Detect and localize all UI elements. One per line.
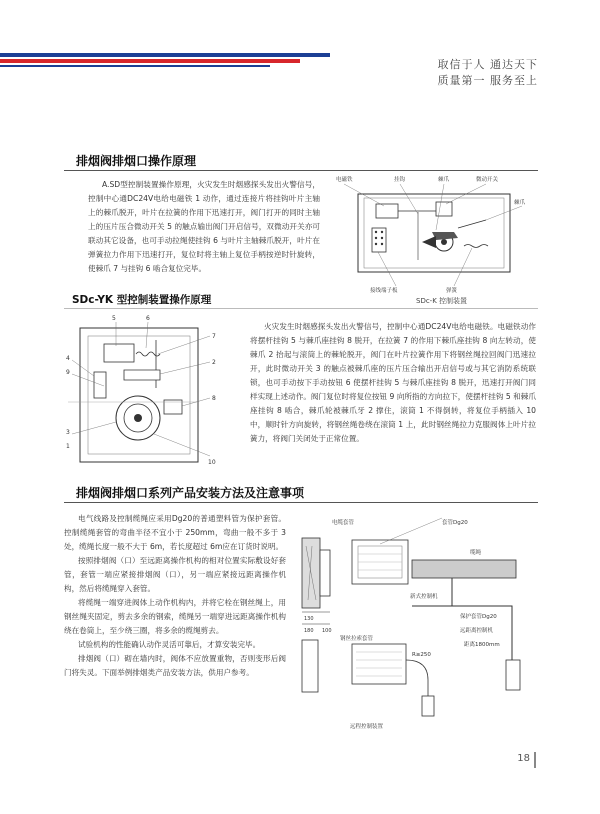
section1-diagram-caption: SDc-K 控制装置 <box>416 297 468 305</box>
header-stripe-red <box>0 59 300 63</box>
header-slogan-line1: 取信于人 通达天下 <box>437 58 538 71</box>
diagram3-label-remote-controller: 远距离控制机 <box>460 628 494 634</box>
diagram3-dim-100: 100 <box>322 628 332 634</box>
diagram3-label-protect-sleeve: 保护套管Dg20 <box>460 614 497 620</box>
section3-diagram <box>292 510 538 750</box>
section3-text-5: 排烟阀（口）砌在墙内时，阀体不应放置重物，否则变形后阀门将失灵。下面举例排烟类产品安装方法，供用户参考。 <box>64 654 286 677</box>
section2-rule <box>64 308 538 309</box>
section1-text: A.SD型控制装置操作原理，火灾发生时烟感探头发出火警信号，控制中心通DC24V电给电磁铁 1 动作，通过连接片将挂钩叶片主轴上的棘爪脱开，叶片在拉簧的作用下迅速打开，阀门打开的同时主轴上的压片压合微动开关 5 的触点输出阀门开启信号，双微动开关亦可联动其它设备，也可手动拉绳使挂钩 6 与叶片主轴棘爪脱开，叶片在弹簧拉力作用下迅速打开，复位时将主轴上复位手柄按逆时针旋转，使棘爪 7 与挂钩 6 啮合复位完毕。 <box>88 180 320 273</box>
diagram1-label-microswitch: 微动开关 <box>476 177 499 183</box>
diagram2-num-6: 6 <box>146 315 150 322</box>
section2-text: 火灾发生时烟感探头发出火警信号，控制中心通DC24V电给电磁铁。电磁铁动作将摆杆挂钩 5 与棘爪座挂钩 8 脱开，在拉簧 7 的作用下棘爪座挂钩 8 向左转动，使棘爪 2 抬起与滚筒上的棘轮脱开，阀门在叶片拉簧作用下将钢丝绳拉回阀门迅速拉开，此时微动开关 3 的触点被棘爪座的压片压合输出开启信号或与其它消防系统联锁，也可手动按下手动按钮 6 使摆杆挂钩 5 与棘爪座挂钩 8 脱开，迅速打开阀门同样实现上述动作。阀门复位时将复位按钮 9 向所指的方向拉下，使摆杆挂钩 5 和棘爪座挂钩 8 啮合，棘爪轮被棘爪牙 2 撑住，滚筒 1 不得倒转，将复位手柄插入 10 中，顺时针方向旋转，将钢丝绳卷绕在滚筒 1 上，此时钢丝绳拉力克服阀体上叶片拉簧力，将阀门关闭处于正常位置。 <box>250 322 536 443</box>
section1-paragraph <box>88 178 320 276</box>
header-slogan-line2: 质量第一 服务至上 <box>437 74 538 87</box>
header-stripe-blue <box>0 53 330 57</box>
diagram2-num-2: 2 <box>212 359 216 366</box>
section3-rule <box>64 502 538 503</box>
diagram3-dim-180: 180 <box>304 628 314 634</box>
footer-page-number: 18 <box>517 753 530 764</box>
section3-text-4: 试验机构的性能确认动作灵活可靠后，才算安装完毕。 <box>78 640 261 649</box>
section2-paragraph <box>250 320 536 446</box>
diagram1-label-terminal: 接线端子板 <box>370 288 398 294</box>
diagram3-label-new-controller: 新式控制机 <box>410 594 438 600</box>
diagram3-label-remote-device: 远程控制装置 <box>350 724 384 730</box>
diagram2-num-8: 8 <box>212 395 216 402</box>
footer-page-bar <box>534 752 536 768</box>
section1-rule <box>64 170 538 171</box>
diagram2-num-9: 9 <box>66 369 70 376</box>
diagram1-label-pawl-top: 棘爪 <box>438 177 450 183</box>
section3-paragraphs <box>64 512 286 680</box>
diagram3-label-distance: 距离1800mm <box>464 642 500 648</box>
diagram1-label-pawl-right: 棘爪 <box>514 200 526 206</box>
diagram3-label-cable: 缆绳 <box>470 550 482 556</box>
section3-text-3: 将缆绳一端穿进阀体上动作机构内，并将它栓在钢丝绳上，用钢丝绳夹固定，剪去多余的钢索，缆绳另一端穿进远距离操作机构绕在卷筒上，至少绕三圈，将多余的缆绳剪去。 <box>64 598 286 635</box>
diagram1-label-electromagnet: 电磁铁 <box>336 177 353 183</box>
diagram3-dim-130: 130 <box>304 616 314 622</box>
section3-text-1: 电气线路及控制缆绳应采用Dg20的普通塑料管为保护套管。控制缆绳套管的弯曲半径不宜小于 250mm，弯曲一般不多于 3 处，缆绳长度一般不大于 6m，若长度超过 6m应在订货时说明。 <box>64 514 286 551</box>
diagram3-label-wire-sleeve: 钢丝拉索套管 <box>340 636 374 642</box>
section1-title: 排烟阀排烟口操作原理 <box>76 154 197 168</box>
section3-text-2: 按照排烟阀（口）至远距离操作机构的相对位置实际敷设好套管，套管一端应紧接排烟阀（口），另一端应紧接远距离操作机构，然后将缆绳穿入套管。 <box>64 556 286 593</box>
section2-title: SDc-YK 型控制装置操作原理 <box>72 294 212 306</box>
diagram2-num-4: 4 <box>66 355 70 362</box>
section3-title: 排烟阀排烟口系列产品安装方法及注意事项 <box>76 486 305 500</box>
diagram3-label-radius: R≥250 <box>412 652 431 658</box>
diagram3-label-cable-sleeve: 电缆套管 <box>332 520 355 526</box>
diagram2-num-5: 5 <box>112 315 116 322</box>
diagram2-num-7: 7 <box>212 333 216 340</box>
diagram2-num-10: 10 <box>208 459 216 466</box>
diagram1-label-spring: 弹簧 <box>446 288 458 294</box>
section2-diagram <box>64 314 224 472</box>
header-stripe-blue-thin <box>0 65 270 67</box>
diagram1-label-hook: 挂钩 <box>394 177 406 183</box>
diagram2-num-1: 1 <box>66 443 70 450</box>
diagram2-num-3: 3 <box>66 429 70 436</box>
section1-diagram <box>336 172 532 296</box>
diagram3-label-sleeve-dg20: 套管Dg20 <box>442 520 468 526</box>
